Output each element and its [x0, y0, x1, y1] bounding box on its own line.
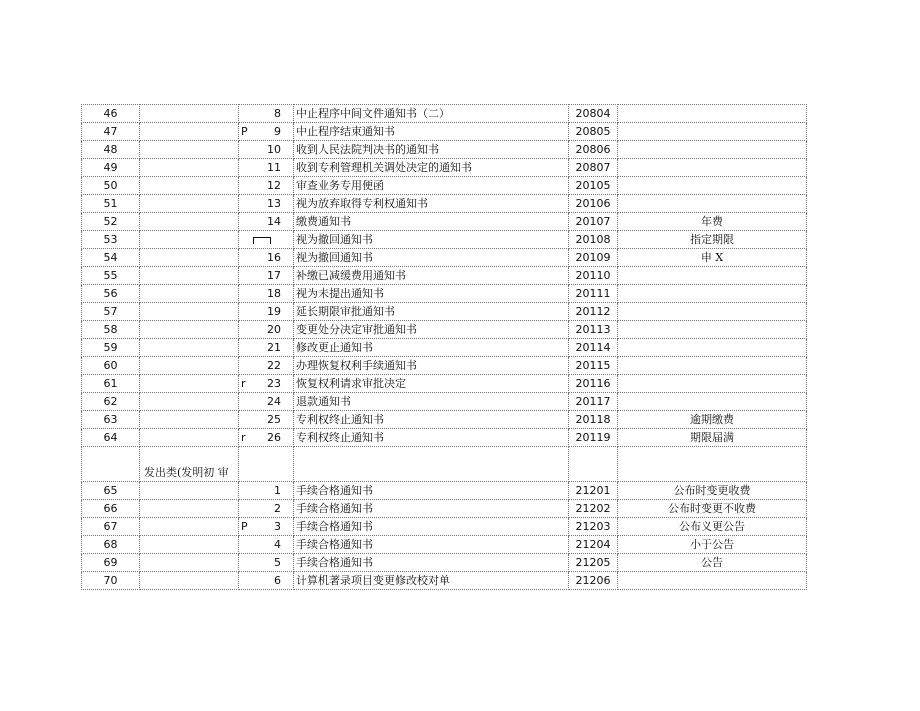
category-cell: [140, 123, 239, 141]
table-row: [82, 267, 807, 285]
doc-code: 20804: [569, 105, 618, 123]
doc-number: [239, 572, 294, 590]
category-cell: [140, 393, 239, 411]
doc-code: 21204: [569, 536, 618, 554]
row-index: 52: [82, 213, 140, 231]
row-index: 64: [82, 429, 140, 447]
doc-note: 公布时变更收费: [618, 482, 807, 500]
category-cell: [140, 159, 239, 177]
doc-number: [239, 375, 294, 393]
doc-note: 申 X: [618, 249, 807, 267]
doc-number-value: 26: [267, 431, 281, 444]
doc-code: 20807: [569, 159, 618, 177]
doc-code: 20111: [569, 285, 618, 303]
doc-number-value: 14: [267, 215, 281, 228]
document-table: [81, 104, 807, 590]
doc-code: 20117: [569, 393, 618, 411]
doc-number-value: 5: [274, 556, 281, 569]
doc-number: [239, 249, 294, 267]
section-row: [82, 447, 807, 482]
doc-name: 修改更止通知书: [294, 339, 569, 357]
doc-number-value: 21: [267, 341, 281, 354]
doc-note: [618, 572, 807, 590]
table-row: [82, 536, 807, 554]
doc-number-value: 6: [274, 574, 281, 587]
doc-note: 公布时变更不收费: [618, 500, 807, 518]
doc-name: 专利权终止通知书: [294, 411, 569, 429]
doc-name: 中止程序结束通知书: [294, 123, 569, 141]
empty-cell: [569, 447, 618, 482]
category-cell: [140, 285, 239, 303]
prefix-mark: P: [241, 125, 248, 138]
doc-code: 20115: [569, 357, 618, 375]
table-row: [82, 500, 807, 518]
row-index: 46: [82, 105, 140, 123]
doc-number: [239, 411, 294, 429]
table-row: [82, 303, 807, 321]
row-index: 55: [82, 267, 140, 285]
doc-note: [618, 141, 807, 159]
doc-number: [239, 177, 294, 195]
doc-note: [618, 105, 807, 123]
table-row: [82, 321, 807, 339]
doc-number: [239, 339, 294, 357]
prefix-mark: P: [241, 520, 248, 533]
doc-number: [239, 536, 294, 554]
table-row: [82, 429, 807, 447]
doc-number-value: 12: [267, 179, 281, 192]
doc-number: [239, 141, 294, 159]
doc-name: 退款通知书: [294, 393, 569, 411]
doc-number: [239, 123, 294, 141]
category-cell: [140, 500, 239, 518]
row-index: 63: [82, 411, 140, 429]
row-index: 53: [82, 231, 140, 249]
doc-code: 20118: [569, 411, 618, 429]
doc-note: [618, 303, 807, 321]
doc-name: 视为撤回通知书: [294, 249, 569, 267]
table-row: [82, 518, 807, 536]
doc-name: 办理恢复权利手续通知书: [294, 357, 569, 375]
doc-name: 中止程序中间文件通知书（二）: [294, 105, 569, 123]
doc-number-value: 17: [267, 269, 281, 282]
category-cell: [140, 572, 239, 590]
doc-note: 年费: [618, 213, 807, 231]
doc-code: 21203: [569, 518, 618, 536]
doc-number: [239, 518, 294, 536]
table-row: [82, 375, 807, 393]
doc-name: 手续合格通知书: [294, 536, 569, 554]
category-cell: [140, 249, 239, 267]
doc-note: 指定期限: [618, 231, 807, 249]
prefix-mark: r: [241, 377, 246, 390]
doc-code: 20113: [569, 321, 618, 339]
doc-number-value: 13: [267, 197, 281, 210]
table-row: [82, 285, 807, 303]
table-row: [82, 195, 807, 213]
doc-number: [239, 231, 294, 249]
table-row: [82, 339, 807, 357]
doc-note: 逾期缴费: [618, 411, 807, 429]
category-cell: [140, 231, 239, 249]
table-row: [82, 249, 807, 267]
doc-number: [239, 195, 294, 213]
category-cell: [140, 536, 239, 554]
row-index: 49: [82, 159, 140, 177]
doc-number-value: 3: [274, 520, 281, 533]
row-index: 50: [82, 177, 140, 195]
category-cell: [140, 105, 239, 123]
doc-code: 20119: [569, 429, 618, 447]
doc-number: [239, 554, 294, 572]
doc-number-value: 10: [267, 143, 281, 156]
row-index: 56: [82, 285, 140, 303]
row-index: 47: [82, 123, 140, 141]
doc-number-value: 19: [267, 305, 281, 318]
doc-number: [239, 321, 294, 339]
table-row: [82, 572, 807, 590]
row-index: 51: [82, 195, 140, 213]
category-cell: [140, 177, 239, 195]
doc-code: 20116: [569, 375, 618, 393]
doc-code: 20107: [569, 213, 618, 231]
doc-name: 手续合格通知书: [294, 500, 569, 518]
doc-number-value: 11: [267, 161, 281, 174]
doc-number: [239, 303, 294, 321]
row-index: 69: [82, 554, 140, 572]
row-index: [82, 447, 140, 482]
doc-note: [618, 339, 807, 357]
table-row: [82, 213, 807, 231]
doc-number: [239, 159, 294, 177]
row-index: 60: [82, 357, 140, 375]
doc-number: [239, 267, 294, 285]
category-cell: [140, 357, 239, 375]
category-cell: [140, 195, 239, 213]
doc-name: 视为撤回通知书: [294, 231, 569, 249]
doc-number-value: 18: [267, 287, 281, 300]
doc-number-value: 24: [267, 395, 281, 408]
doc-number-value: 1: [274, 484, 281, 497]
row-index: 68: [82, 536, 140, 554]
category-cell: [140, 518, 239, 536]
doc-name: 手续合格通知书: [294, 518, 569, 536]
doc-number-value: 16: [267, 251, 281, 264]
doc-code: 20109: [569, 249, 618, 267]
table-row: [82, 554, 807, 572]
prefix-mark: r: [241, 431, 246, 444]
doc-code: 21202: [569, 500, 618, 518]
doc-code: 20110: [569, 267, 618, 285]
category-cell: [140, 482, 239, 500]
row-index: 58: [82, 321, 140, 339]
doc-note: [618, 285, 807, 303]
doc-note: [618, 123, 807, 141]
doc-note: [618, 267, 807, 285]
doc-number-value: 8: [274, 107, 281, 120]
table-row: [82, 231, 807, 249]
doc-number: [239, 500, 294, 518]
table-row: [82, 393, 807, 411]
table-row: [82, 159, 807, 177]
doc-note: [618, 357, 807, 375]
doc-note: 公布义更公告: [618, 518, 807, 536]
category-cell: [140, 141, 239, 159]
doc-name: 视为未提出通知书: [294, 285, 569, 303]
doc-code: 20806: [569, 141, 618, 159]
row-index: 48: [82, 141, 140, 159]
row-index: 67: [82, 518, 140, 536]
doc-name: 审查业务专用便函: [294, 177, 569, 195]
category-cell: [140, 375, 239, 393]
table-row: [82, 177, 807, 195]
doc-name: 视为放弃取得专利权通知书: [294, 195, 569, 213]
section-label: 发出类(发明初 审: [140, 447, 239, 482]
doc-name: 缴费通知书: [294, 213, 569, 231]
doc-number-value: 9: [274, 125, 281, 138]
bracket-mark: [253, 237, 271, 244]
doc-number-value: 25: [267, 413, 281, 426]
doc-name: 收到人民法院判决书的通知书: [294, 141, 569, 159]
doc-number-value: 4: [274, 538, 281, 551]
empty-cell: [618, 447, 807, 482]
doc-name: 手续合格通知书: [294, 554, 569, 572]
category-cell: [140, 411, 239, 429]
doc-note: 期限届满: [618, 429, 807, 447]
doc-note: [618, 177, 807, 195]
doc-note: [618, 321, 807, 339]
table-row: [82, 411, 807, 429]
doc-name: 收到专利管理机关调处决定的通知书: [294, 159, 569, 177]
category-cell: [140, 554, 239, 572]
doc-code: 21205: [569, 554, 618, 572]
doc-code: 20114: [569, 339, 618, 357]
doc-code: 21201: [569, 482, 618, 500]
doc-name: 手续合格通知书: [294, 482, 569, 500]
doc-number: [239, 357, 294, 375]
doc-number: [239, 285, 294, 303]
doc-code: 20106: [569, 195, 618, 213]
doc-note: [618, 159, 807, 177]
doc-note: [618, 375, 807, 393]
doc-code: 20108: [569, 231, 618, 249]
doc-name: 补缴已减缓费用通知书: [294, 267, 569, 285]
doc-note: 小于公告: [618, 536, 807, 554]
doc-number: [239, 105, 294, 123]
row-index: 66: [82, 500, 140, 518]
category-cell: [140, 303, 239, 321]
category-cell: [140, 267, 239, 285]
doc-name: 延长期限审批通知书: [294, 303, 569, 321]
empty-cell: [239, 447, 294, 482]
row-index: 62: [82, 393, 140, 411]
doc-number: [239, 429, 294, 447]
doc-number-value: 2: [274, 502, 281, 515]
doc-number: [239, 393, 294, 411]
category-cell: [140, 213, 239, 231]
doc-code: 20105: [569, 177, 618, 195]
doc-number: [239, 213, 294, 231]
row-index: 70: [82, 572, 140, 590]
doc-number: [239, 482, 294, 500]
doc-name: 计算机著录项目变更修改校对单: [294, 572, 569, 590]
doc-note: 公告: [618, 554, 807, 572]
table-row: [82, 123, 807, 141]
category-cell: [140, 321, 239, 339]
doc-note: [618, 393, 807, 411]
row-index: 59: [82, 339, 140, 357]
doc-number-value: 23: [267, 377, 281, 390]
doc-name: 变更处分决定审批通知书: [294, 321, 569, 339]
category-cell: [140, 429, 239, 447]
empty-cell: [294, 447, 569, 482]
row-index: 57: [82, 303, 140, 321]
doc-name: 恢复权利请求审批决定: [294, 375, 569, 393]
row-index: 61: [82, 375, 140, 393]
doc-number-value: 20: [267, 323, 281, 336]
doc-note: [618, 195, 807, 213]
table-row: [82, 357, 807, 375]
doc-code: 20112: [569, 303, 618, 321]
doc-code: 20805: [569, 123, 618, 141]
table-row: [82, 105, 807, 123]
doc-code: 21206: [569, 572, 618, 590]
row-index: 65: [82, 482, 140, 500]
category-cell: [140, 339, 239, 357]
doc-number-value: 22: [267, 359, 281, 372]
row-index: 54: [82, 249, 140, 267]
table-row: [82, 141, 807, 159]
doc-name: 专利权终止通知书: [294, 429, 569, 447]
table-row: [82, 482, 807, 500]
